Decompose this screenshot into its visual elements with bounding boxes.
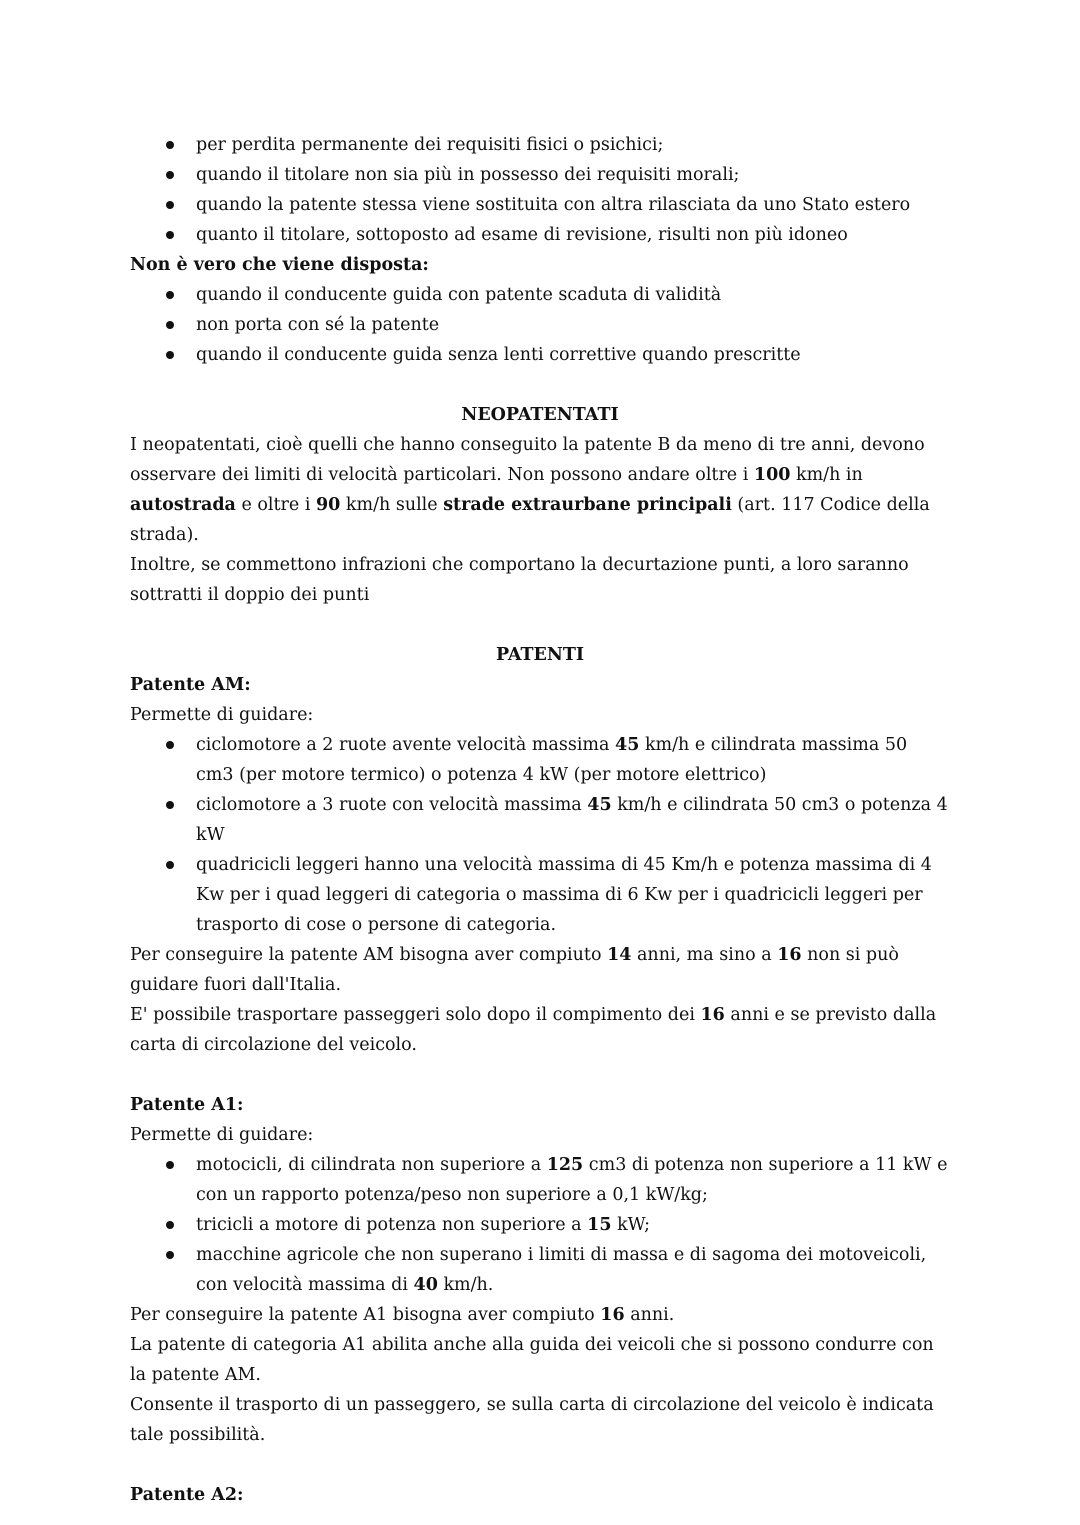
revoca-list (130, 130, 950, 250)
list-item: tricicli a motore di potenza non superiore a 15 kW; (196, 1210, 950, 1240)
list-item: quadricicli leggeri hanno una velocità massima di 45 Km/h e potenza massima di 4 Kw per i quad leggeri di categoria o massima di 6 Kw per i quadricicli leggeri per trasporto di cose o persone di categoria. (196, 850, 950, 940)
patenti-title: PATENTI (495, 645, 585, 665)
list-item: ciclomotore a 2 ruote avente velocità massima 45 km/h e cilindrata massima 50 cm3 (per motore termico) o potenza 4 kW (per motore elettrico) (196, 730, 950, 790)
list-item: quanto il titolare, sottoposto ad esame di revisione, risulti non più idoneo (196, 220, 950, 250)
neopatentati-paragraph-2: Inoltre, se commettono infrazioni che comportano la decurtazione punti, a loro saranno sottratti il doppio dei punti (130, 555, 909, 605)
document-page (130, 130, 950, 1510)
list-item: quando la patente stessa viene sostituita con altra rilasciata da uno Stato estero (196, 190, 950, 220)
patente-a1-heading: Patente A1: (130, 1095, 244, 1115)
neopatentati-title: NEOPATENTATI (461, 405, 619, 425)
patente-a1-list (130, 1150, 950, 1300)
patente-am-passengers: E' possibile trasportare passeggeri solo dopo il compimento dei 16 anni e se previsto dalla carta di circolazione del veicolo. (130, 1005, 937, 1055)
patente-am-heading: Patente AM: (130, 675, 251, 695)
list-item: ciclomotore a 3 ruote con velocità massima 45 km/h e cilindrata 50 cm3 o potenza 4 kW (196, 790, 950, 850)
not-true-heading: Non è vero che viene disposta: (130, 255, 429, 275)
patente-a1-note-1: La patente di categoria A1 abilita anche alla guida dei veicoli che si possono condurre con la patente AM. (130, 1335, 934, 1385)
patente-am-age: Per conseguire la patente AM bisogna aver compiuto 14 anni, ma sino a 16 non si può guidare fuori dall'Italia. (130, 945, 899, 995)
list-item: motocicli, di cilindrata non superiore a 125 cm3 di potenza non superiore a 11 kW e con un rapporto potenza/peso non superiore a 0,1 kW/kg; (196, 1150, 950, 1210)
neopatentati-paragraph: I neopatentati, cioè quelli che hanno conseguito la patente B da meno di tre anni, devono osservare dei limiti di velocità particolari. Non possono andare oltre i 100 km/h in autostrada e oltre i 90 km/h sulle strade extraurbane principali (art. 117 Codice della strada). (130, 435, 930, 545)
list-item: non porta con sé la patente (196, 310, 950, 340)
patente-a1-age: Per conseguire la patente A1 bisogna aver compiuto 16 anni. (130, 1305, 675, 1325)
patente-a1-intro: Permette di guidare: (130, 1125, 314, 1145)
list-item: per perdita permanente dei requisiti fisici o psichici; (196, 130, 950, 160)
patente-a1-note-2: Consente il trasporto di un passeggero, se sulla carta di circolazione del veicolo è indicata tale possibilità. (130, 1395, 934, 1445)
patente-am-list (130, 730, 950, 940)
list-item: quando il conducente guida con patente scaduta di validità (196, 280, 950, 310)
list-item: macchine agricole che non superano i limiti di massa e di sagoma dei motoveicoli, con velocità massima di 40 km/h. (196, 1240, 950, 1300)
list-item: quando il conducente guida senza lenti correttive quando prescritte (196, 340, 950, 370)
patente-a2-heading: Patente A2: (130, 1485, 244, 1505)
not-true-list (130, 280, 950, 370)
list-item: quando il titolare non sia più in possesso dei requisiti morali; (196, 160, 950, 190)
patente-am-intro: Permette di guidare: (130, 705, 314, 725)
